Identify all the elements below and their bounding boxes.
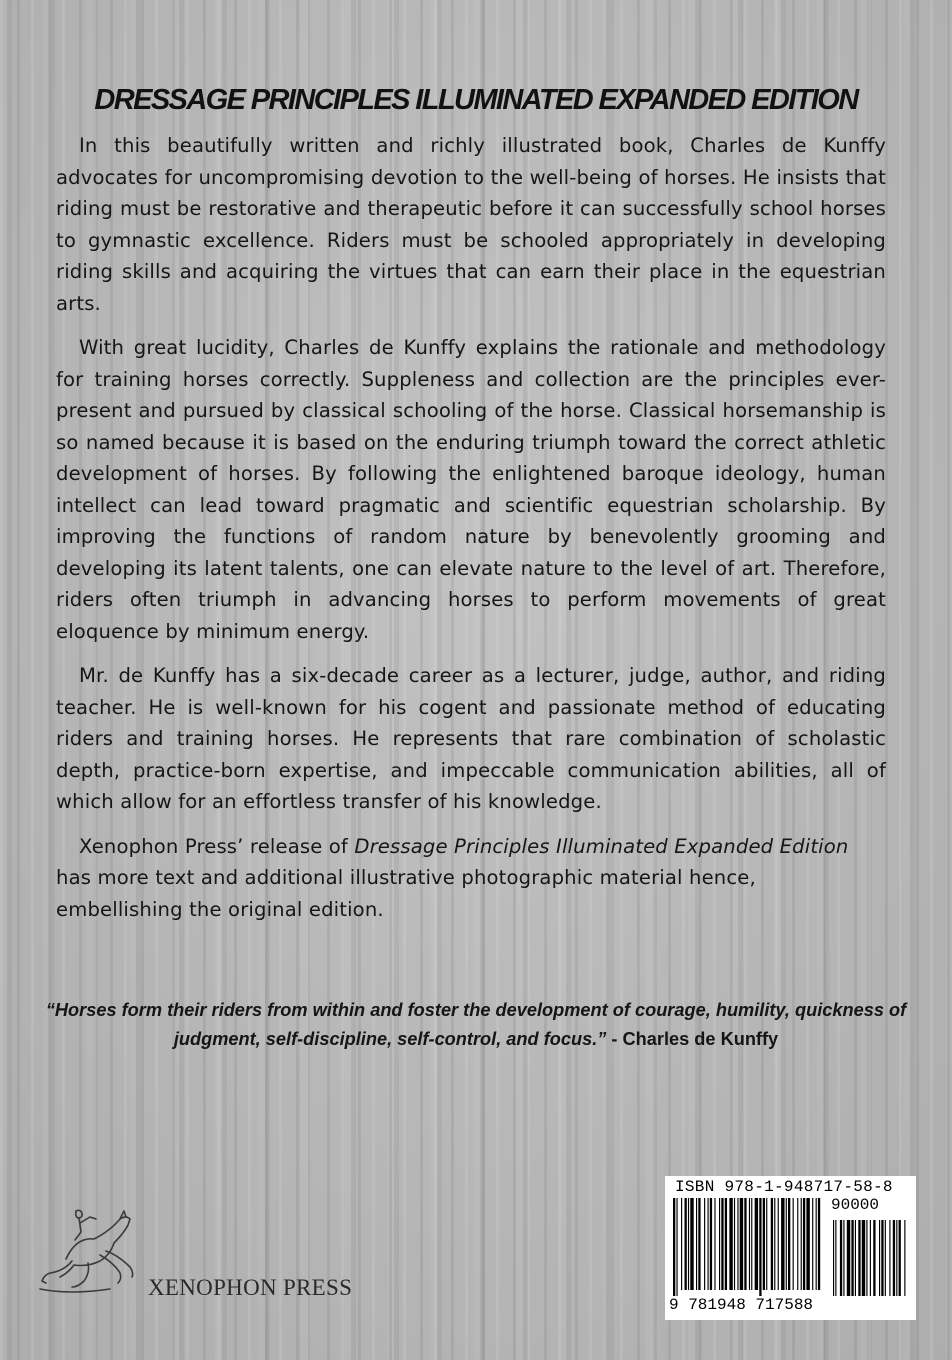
barcode-bar: [721, 1198, 723, 1290]
barcode-bar: [751, 1198, 752, 1290]
barcode-bar: [708, 1198, 709, 1290]
barcode-bar: [786, 1198, 787, 1290]
barcode-bar: [729, 1198, 732, 1290]
rearing-horse-rider-icon: [36, 1205, 146, 1297]
barcode-bar: [734, 1198, 735, 1290]
publisher-name: XENOPHON PRESS: [148, 1275, 353, 1300]
barcode-bar: [755, 1198, 758, 1290]
barcode-bar: [744, 1198, 746, 1290]
barcode-bar: [771, 1198, 773, 1290]
barcode-bar: [781, 1198, 784, 1290]
barcode-bar: [737, 1198, 738, 1290]
barcode-addon-bar: [870, 1220, 871, 1296]
barcode-addon-bar: [893, 1220, 895, 1296]
barcode-bar: [793, 1198, 794, 1290]
blurb-paragraph-4-tail: has more text and additional illustrative photographic material hence, embellishing the original edition.: [56, 866, 756, 921]
barcode-addon-bar: [843, 1220, 844, 1296]
ean-digits: 9 781948 717588: [669, 1296, 814, 1314]
blurb-paragraph-4: [56, 831, 886, 926]
barcode-addon-bar: [858, 1220, 860, 1296]
barcode-addon-bar: [862, 1220, 865, 1296]
barcode-addon-bar: [851, 1220, 853, 1296]
barcode-addon-bar: [873, 1220, 875, 1296]
barcode-bar: [812, 1198, 813, 1290]
blurb-paragraph-2: With great lucidity, Charles de Kunffy explains the rationale and methodology for training horses correctly. Suppleness and collection are the principles ever-present and pursued by classical schooling of the horse. Classical horsemanship is so named because it is based on the enduring triumph toward the correct athletic development of horses. By following the enlightened baroque ideology, human intellect can lead toward pragmatic and scientific equestrian scholarship. By improving the functions of random nature by benevolently grooming and developing its latent talents, one can elevate nature to the level of art. Therefore, riders often triumph in advancing horses to perform movements of great eloquence by minimum energy.: [56, 336, 886, 643]
barcode-bar: [763, 1198, 765, 1290]
barcode-bar: [806, 1198, 809, 1290]
barcode-bar: [688, 1198, 689, 1290]
barcode-addon-bar: [847, 1220, 850, 1296]
barcode-bar: [778, 1198, 779, 1290]
barcode-bar: [788, 1198, 790, 1290]
barcode-bar: [673, 1198, 675, 1296]
barcode-addon-bar: [899, 1220, 901, 1296]
barcode-addon-bar: [840, 1220, 842, 1296]
barcode-bar: [803, 1198, 805, 1290]
quote-text: “Horses form their riders from within and foster the development of courage, humility, quickness of judgment, self-discipline, self-control, and focus.”: [45, 1000, 907, 1049]
publisher-logo: [36, 1205, 396, 1315]
price-code: 90000: [831, 1196, 880, 1214]
barcode-bar: [801, 1198, 802, 1290]
isbn-barcode: [665, 1176, 916, 1320]
barcode-bar: [685, 1198, 687, 1290]
book-title-italic: Dressage Principles Illuminated Expanded Edition: [354, 834, 849, 858]
barcode-addon-bar: [889, 1220, 890, 1296]
barcode-addon-bar: [881, 1220, 883, 1296]
barcode-bar: [719, 1198, 720, 1290]
barcode-bar: [698, 1198, 700, 1290]
blurb-paragraph-4-lead: Xenophon Press’ release of: [79, 834, 355, 858]
barcode-bar: [690, 1198, 693, 1290]
back-cover-blurb: [56, 130, 886, 938]
blurb-paragraph-3: Mr. de Kunffy has a six-decade career as a lecturer, judge, author, and riding teacher. He is well-known for his cogent and passionate method of educating riders and training horses. He represents that rare combination of scholastic depth, practice-born expertise, and impeccable communication abilities, all of which allow for an effortless transfer of his knowledge.: [56, 664, 886, 813]
barcode-addon-bar: [879, 1220, 880, 1296]
barcode-addon-bar: [885, 1220, 886, 1296]
barcode-addon-bar: [833, 1220, 834, 1296]
barcode-bar: [818, 1198, 820, 1290]
barcode-addon-bar: [904, 1220, 905, 1296]
barcode-addon-bar: [835, 1220, 836, 1296]
barcode-bar: [740, 1198, 743, 1290]
barcode-addon-bar: [855, 1220, 856, 1296]
barcode-bar: [766, 1198, 767, 1290]
barcode-bar: [797, 1198, 798, 1290]
barcode-bar: [749, 1198, 750, 1290]
book-title: DRESSAGE PRINCIPLES ILLUMINATED EXPANDED EDITION: [94, 84, 858, 116]
barcode-bar: [710, 1198, 712, 1290]
barcode-bar: [816, 1198, 817, 1290]
barcode-bar: [704, 1198, 705, 1290]
barcode-addon-bar: [896, 1220, 897, 1296]
barcode-bar: [759, 1198, 761, 1296]
barcode-bar: [774, 1198, 775, 1290]
barcode-bar: [714, 1198, 715, 1290]
barcode-addon-bar: [866, 1220, 867, 1296]
isbn-number: ISBN 978-1-948717-58-8: [675, 1178, 893, 1196]
blurb-paragraph-1: In this beautifully written and richly illustrated book, Charles de Kunffy advocates for uncompromising devotion to the well-being of horses. He insists that riding must be restorative and therapeutic before it can successfully school horses to gymnastic excellence. Riders must be schooled appropriately in developing riding skills and acquiring the virtues that can earn their place in the equestrian arts.: [56, 134, 886, 315]
quote-attribution: - Charles de Kunffy: [606, 1029, 779, 1049]
barcode-bar: [725, 1198, 727, 1290]
barcode-bar: [676, 1198, 677, 1296]
barcode-bar: [696, 1198, 697, 1290]
barcode-bar: [681, 1198, 682, 1290]
author-quote: [0, 996, 952, 1054]
